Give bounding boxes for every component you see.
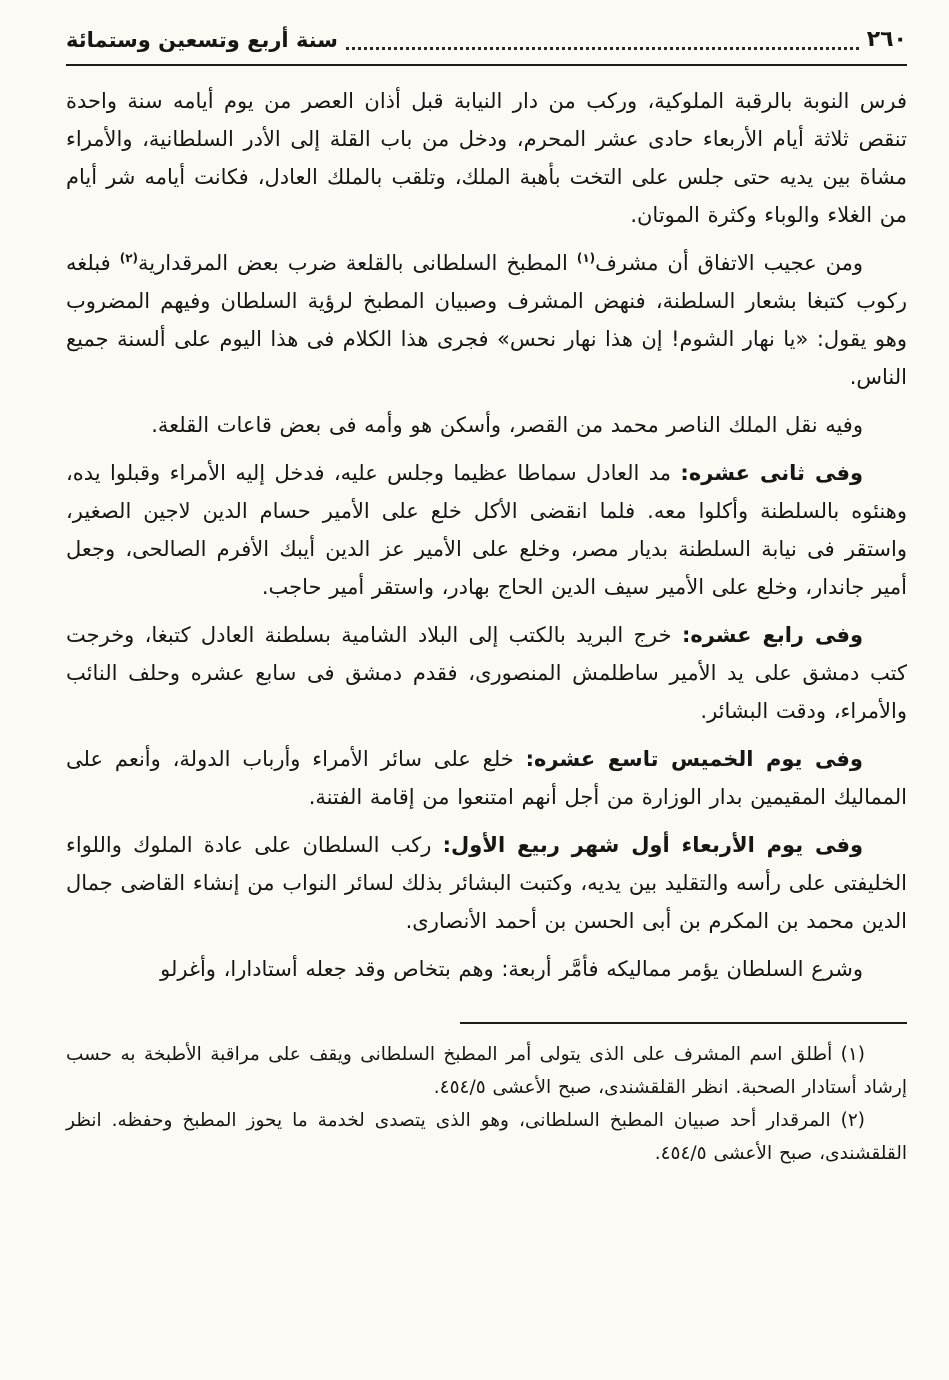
date-lead: وفى يوم الخميس تاسع عشره: bbox=[525, 746, 863, 771]
dotted-leader bbox=[346, 46, 859, 50]
date-lead: وفى يوم الأربعاء أول شهر ربيع الأول: bbox=[442, 832, 863, 857]
paragraph-text: ركب السلطان على عادة الملوك واللواء الخليفتى على رأسه والتقليد بين يديه، وكتبت البشائر بذلك لسائر النواب من إنشاء القاضى جمال الدين محمد بن المكرم بن أبى الحسن بن أحمد الأنصارى. bbox=[66, 832, 907, 933]
date-lead: وفى ثانى عشره: bbox=[680, 460, 863, 485]
footnote-marker: (٢) bbox=[840, 1109, 865, 1131]
paragraph-text: خلع على سائر الأمراء وأرباب الدولة، وأنعم على المماليك المقيمين بدار الوزارة من أجل أنهم امتنعوا من إقامة الفتنة. bbox=[66, 746, 907, 809]
paragraph-8 bbox=[66, 950, 907, 988]
paragraph-text: مد العادل سماطا عظيما وجلس عليه، فدخل إليه الأمراء وقبلوا يده، وهنئوه بالسلطنة وأكلوا معه. فلما انقضى الأكل خلع على الأمير حسام الدين لاجين الصغير، واستقر فى نيابة السلطنة بديار مصر، وخلع على الأمير عز الدين أيبك الأفرم الصالحى، وجعل أمير جاندار، وخلع على الأمير سيف الدين الحاج بهادر، واستقر أمير حاجب. bbox=[66, 460, 907, 599]
paragraph-text: ومن عجيب الاتفاق أن مشرف bbox=[595, 250, 863, 275]
paragraph-text: خرج البريد بالكتب إلى البلاد الشامية بسلطنة العادل كتبغا، وخرجت كتب دمشق على يد الأمير ساطلمش المنصورى، فقدم دمشق فى سابع عشره وحلف النائب والأمراء، ودقت البشائر. bbox=[66, 622, 907, 723]
paragraph-text: وشرع السلطان يؤمر مماليكه فأمَّر أربعة: وهم بتخاص وقد جعله أستادارا، وأغرلو bbox=[160, 956, 863, 981]
footnote-marker: (١) bbox=[840, 1043, 865, 1065]
paragraph-4 bbox=[66, 454, 907, 606]
chapter-title: سنة أربع وتسعين وستمائة bbox=[66, 28, 338, 53]
paragraph-text: المطبخ السلطانى بالقلعة ضرب بعض المرقدارية bbox=[138, 250, 577, 275]
running-head bbox=[66, 26, 907, 55]
paragraph-7 bbox=[66, 826, 907, 940]
footnote-text: أطلق اسم المشرف على الذى يتولى أمر المطبخ السلطانى ويقف على مراقبة الأطبخة به حسب إرشاد أستادار الصحبة. انظر القلقشندى، صبح الأعشى ٤٥٤/٥. bbox=[66, 1043, 907, 1098]
page-number: ٢٦٠ bbox=[866, 27, 907, 52]
paragraph-3 bbox=[66, 406, 907, 444]
date-lead: وفى رابع عشره: bbox=[681, 622, 864, 647]
paragraph-text: فرس النوبة بالرقبة الملوكية، وركب من دار النيابة قبل أذان العصر من يوم أيامه سنة واحدة تنقص ثلاثة أيام الأربعاء حادى عشر المحرم، ودخل من باب القلة إلى الأدر السلطانية، والأمراء مشاة بين يديه حتى جلس على التخت بأهبة الملك، وتلقب بالملك العادل، فكانت أيامه شر أيام من الغلاء والوباء وكثرة الموتان. bbox=[66, 88, 907, 227]
header-rule bbox=[66, 64, 907, 66]
footnotes bbox=[66, 1038, 907, 1170]
footnote-2 bbox=[66, 1104, 907, 1170]
footnote-separator bbox=[460, 1022, 907, 1024]
paragraph-1 bbox=[66, 82, 907, 234]
paragraph-2 bbox=[66, 244, 907, 396]
footnote-text: المرقدار أحد صبيان المطبخ السلطانى، وهو الذى يتصدى لخدمة ما يحوز المطبخ وحفظه. انظر القلقشندى، صبح الأعشى ٤٥٤/٥. bbox=[66, 1109, 907, 1164]
page-body bbox=[66, 82, 907, 988]
paragraph-text: فبلغه ركوب كتبغا بشعار السلطنة، فنهض المشرف وصبيان المطبخ لرؤية السلطان وفيهم المضروب وهو يقول: «يا نهار الشوم! إن هذا نهار نحس» فجرى هذا الكلام فى هذا اليوم على ألسنة جميع الناس. bbox=[66, 250, 907, 389]
footnote-ref-1: (١) bbox=[576, 250, 596, 265]
footnote-1 bbox=[66, 1038, 907, 1104]
footnote-ref-2: (٢) bbox=[119, 250, 138, 265]
paragraph-5 bbox=[66, 616, 907, 730]
paragraph-6 bbox=[66, 740, 907, 816]
paragraph-text: وفيه نقل الملك الناصر محمد من القصر، وأسكن هو وأمه فى بعض قاعات القلعة. bbox=[151, 412, 863, 437]
